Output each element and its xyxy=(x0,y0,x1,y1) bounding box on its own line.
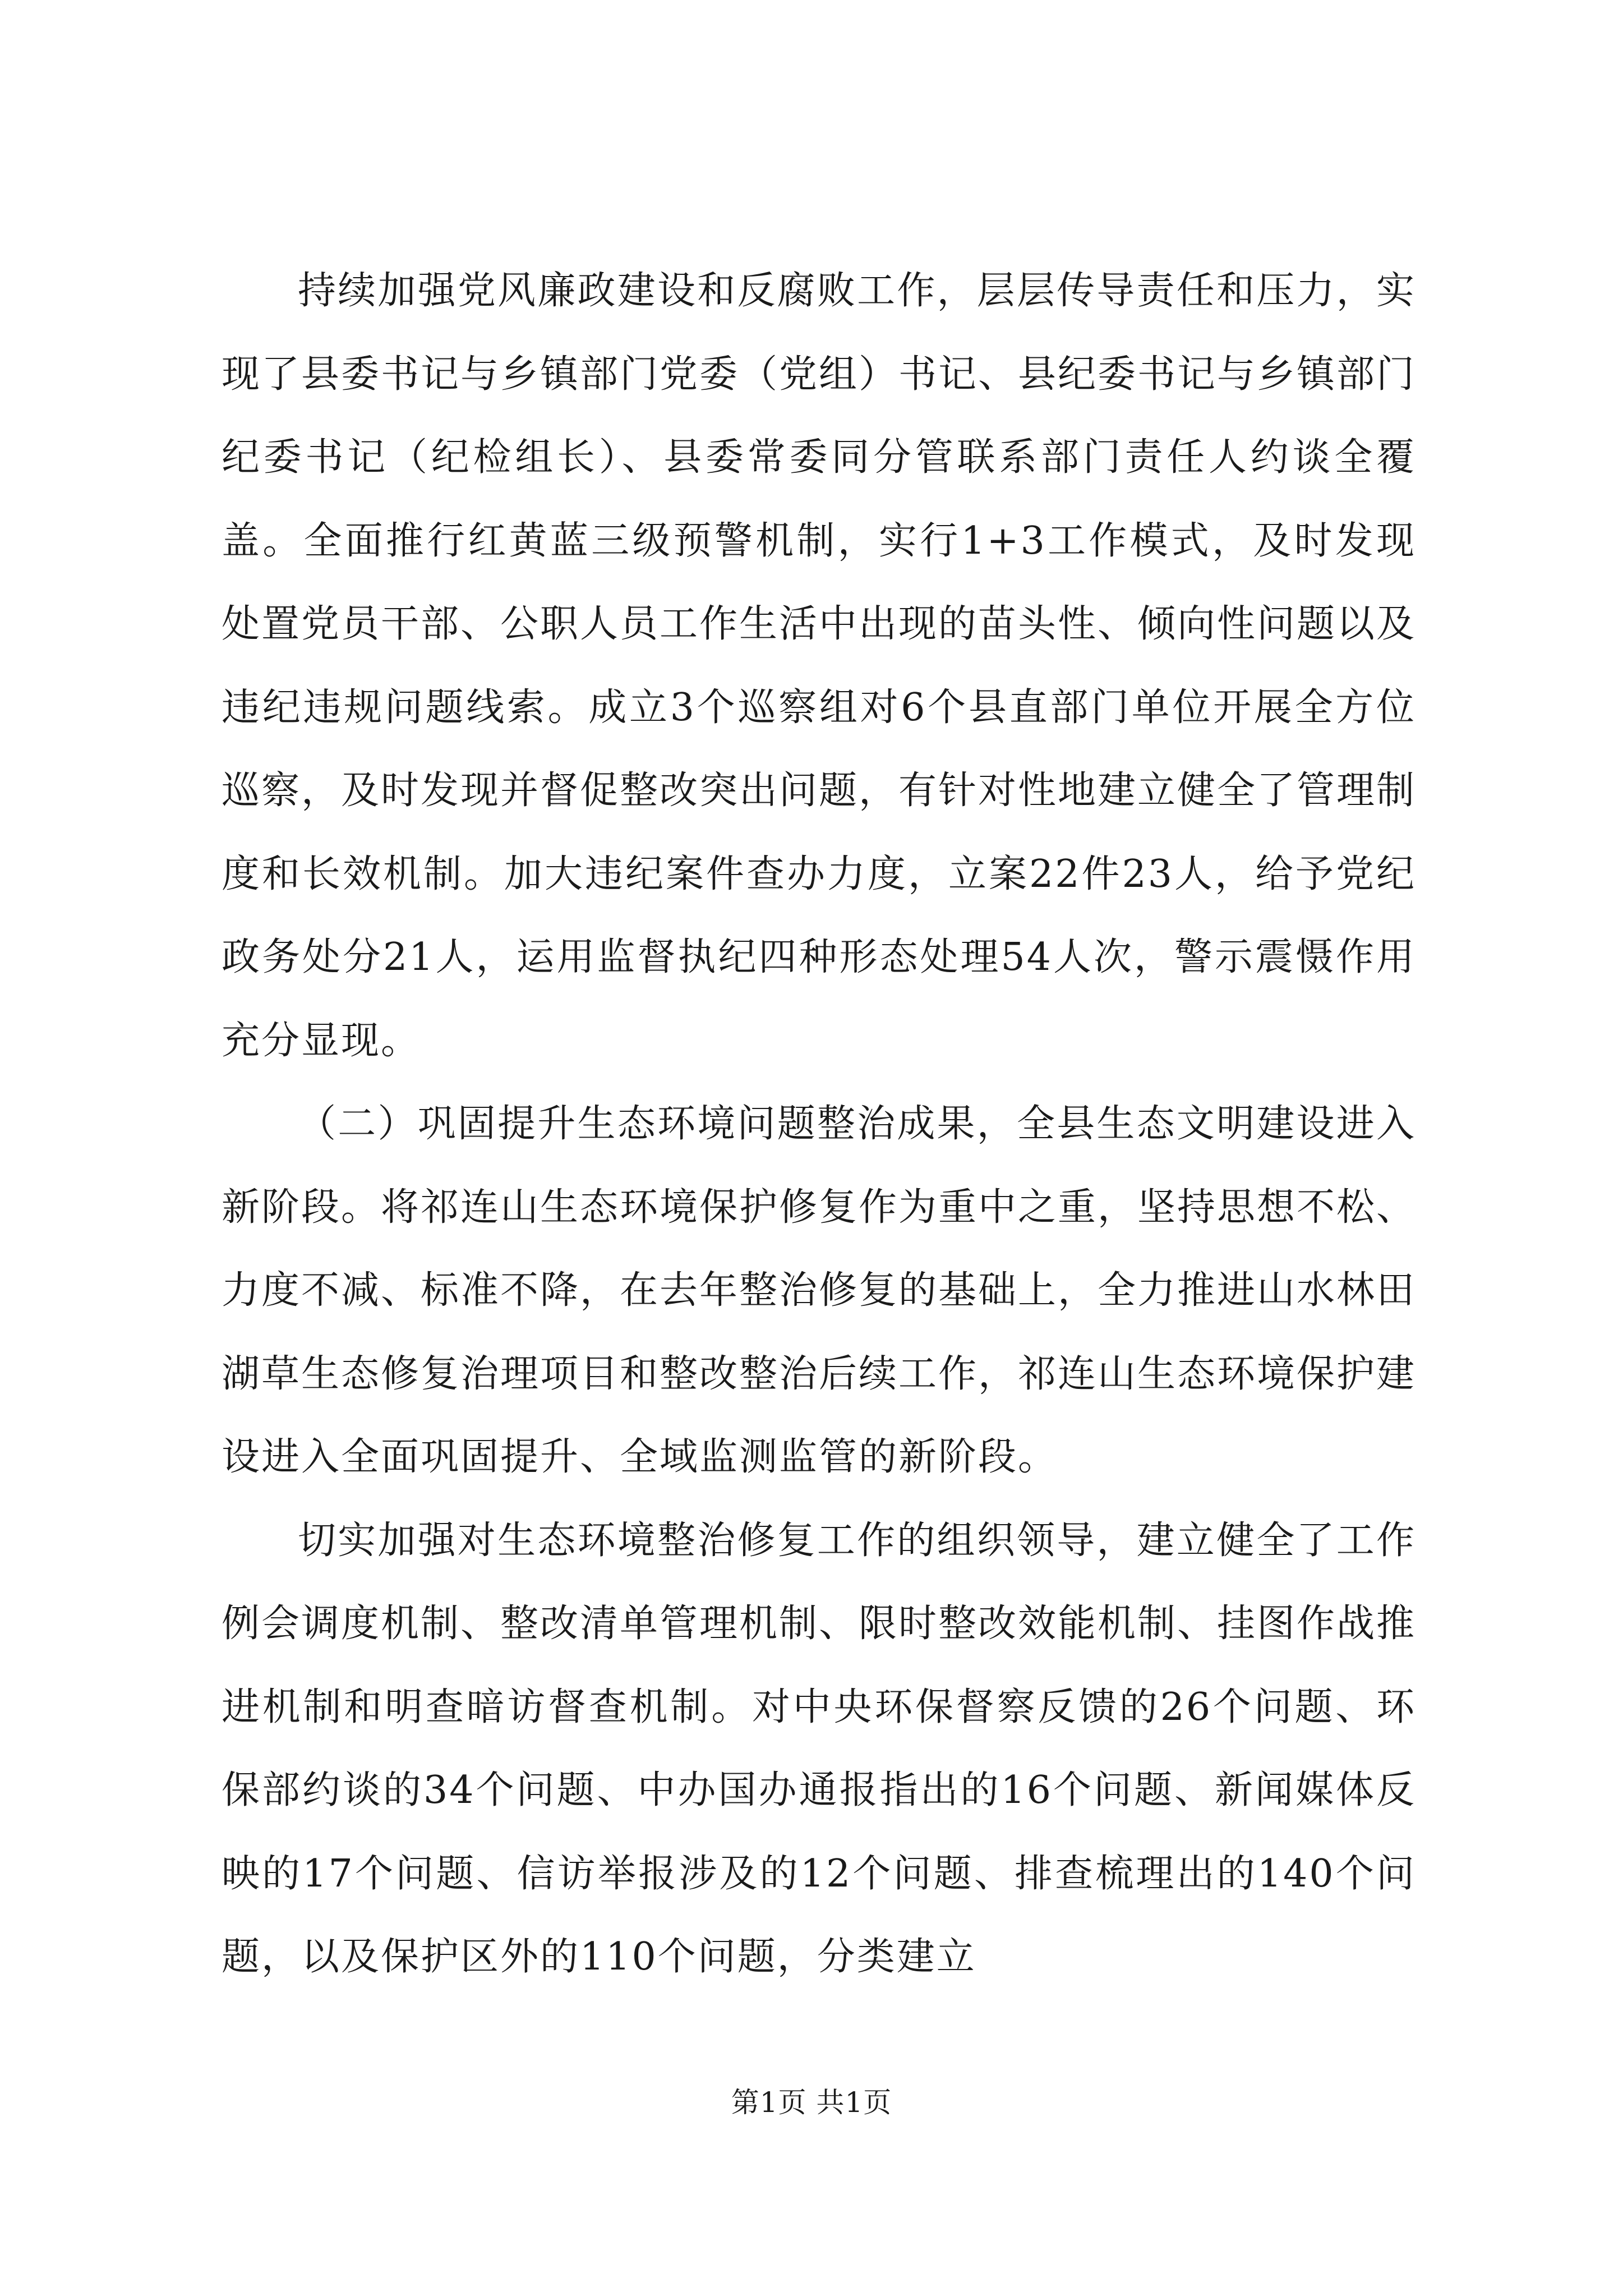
paragraph-ecological-rectification: （二）巩固提升生态环境问题整治成果，全县生态文明建设进入新阶段。将祁连山生态环境保护修复作为重中之重，坚持思想不松、力度不减、标准不降，在去年整治修复的基础上，全力推进山水林田湖草生态修复治理项目和整改整治后续工作，祁连山生态环境保护建设进入全面巩固提升、全域监测监管的新阶段。 xyxy=(222,1102,1417,1479)
paragraph-party-conduct: 持续加强党风廉政建设和反腐败工作，层层传导责任和压力，实现了县委书记与乡镇部门党委（党组）书记、县纪委书记与乡镇部门纪委书记（纪检组长）、县委常委同分管联系部门责任人约谈全覆盖。全面推行红黄蓝三级预警机制，实行1+3工作模式，及时发现处置党员干部、公职人员工作生活中出现的苗头性、倾向性问题以及违纪违规问题线索。成立3个巡察组对6个县直部门单位开展全方位巡察，及时发现并督促整改突出问题，有针对性地建立健全了管理制度和长效机制。加大违纪案件查办力度，立案22件23人，给予党纪政务处分21人，运用监督执纪四种形态处理54人次，警示震慑作用充分显现。 xyxy=(222,269,1417,1063)
page-number-footer: 第1页 共1页 xyxy=(731,2086,892,2119)
paragraph-organization-leadership: 切实加强对生态环境整治修复工作的组织领导，建立健全了工作例会调度机制、整改清单管理机制、限时整改效能机制、挂图作战推进机制和明查暗访督查机制。对中央环保督察反馈的26个问题、环保部约谈的34个问题、中办国办通报指出的16个问题、新闻媒体反映的17个问题、信访举报涉及的12个问题、排查梳理出的140个问题，以及保护区外的110个问题，分类建立 xyxy=(222,1518,1417,1979)
document-body xyxy=(222,250,1416,1999)
